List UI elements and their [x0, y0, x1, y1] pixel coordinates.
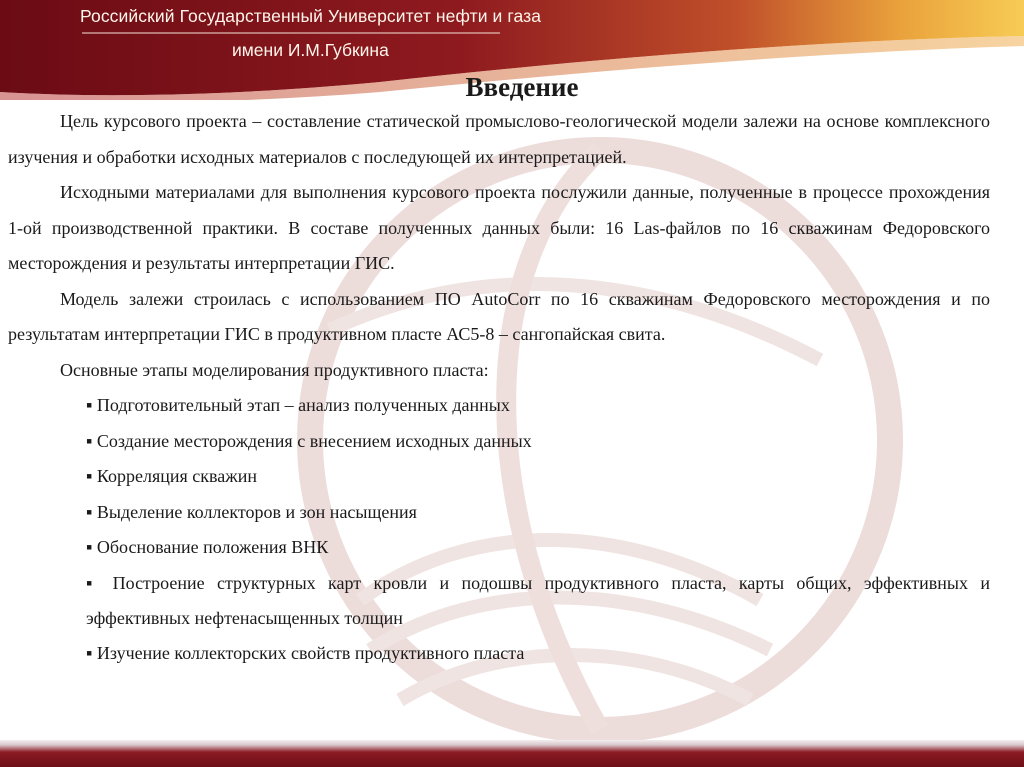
list-item: ▪ Корреляция скважин: [86, 466, 257, 486]
list-item: ▪ Обоснование положения ВНК: [86, 537, 329, 557]
paragraph-goal: Цель курсового проекта – составление статической промыслово-геологической модели залежи на основе комплексного изучения и обработки исходных материалов с последующей их интерпретацией.: [8, 111, 990, 167]
slide-title: Введение: [465, 72, 579, 102]
slide-content: [8, 104, 990, 671]
university-name: Российский Государственный Университет нефти и газа: [80, 6, 542, 26]
paragraph-source-data: Исходными материалами для выполнения курсового проекта послужили данные, полученные в процессе прохождения 1-ой производственной практики. В составе полученных данных были: 16 Las-файлов по 16 скважинам Федоровского месторождения и результаты интерпретации ГИС.: [8, 182, 990, 273]
footer-bar: [0, 740, 1024, 767]
list-item: ▪ Выделение коллекторов и зон насыщения: [86, 501, 417, 522]
list-item: ▪ Изучение коллекторских свойств продуктивного пласта: [86, 642, 525, 663]
paragraph-stages-intro: Основные этапы моделирования продуктивного пласта:: [60, 359, 489, 380]
stages-list: [8, 388, 990, 671]
list-item: ▪ Подготовительный этап – анализ полученных данных: [86, 395, 510, 415]
list-item: ▪ Создание месторождения с внесением исходных данных: [86, 430, 532, 451]
university-subtitle: имени И.М.Губкина: [232, 40, 389, 60]
paragraph-model: Модель залежи строилась с использованием ПО AutoCorr по 16 скважинам Федоровского месторождения и по результатам интерпретации ГИС в продуктивном пласте АС5-8 – сангопайская свита.: [8, 288, 990, 344]
list-item: ▪ Построение структурных карт кровли и подошвы продуктивного пласта, карты общих, эффективных и эффективных нефтенасыщенных толщин: [86, 572, 990, 628]
